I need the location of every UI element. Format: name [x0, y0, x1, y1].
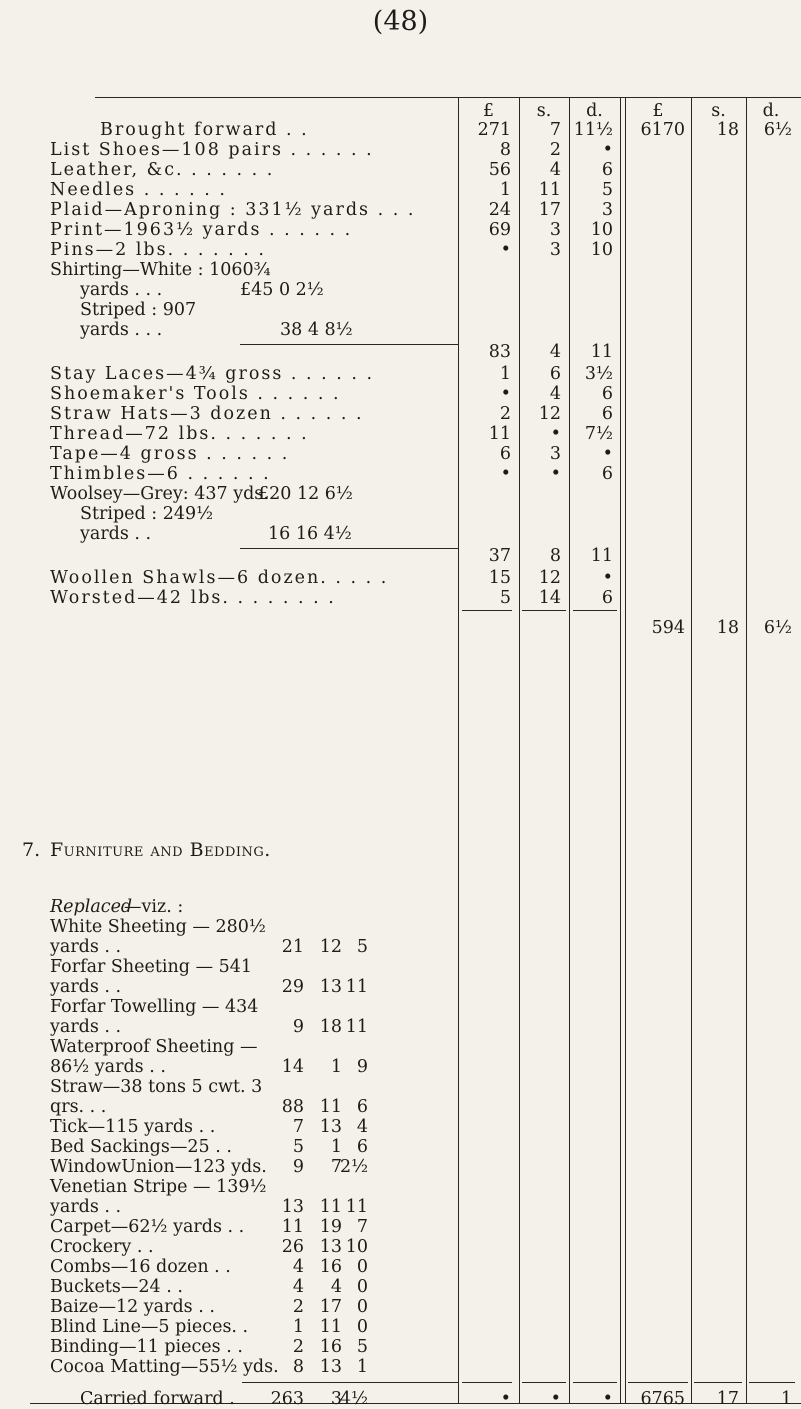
- carried-rule-a1: [462, 1382, 512, 1383]
- item-amount-pence: 5: [601, 180, 613, 200]
- item-label: Tape—4 gross . . . . . .: [50, 444, 290, 464]
- furniture-amount-pounds: 8: [292, 1357, 304, 1377]
- carried-rule-a3: [573, 1382, 617, 1383]
- shirting-striped-amount: 38 4 8½: [280, 320, 353, 340]
- furniture-item-label: Baize—12 yards . .: [50, 1297, 215, 1317]
- shirting-total-pounds: 83: [488, 342, 511, 362]
- furniture-amount-shillings: 13: [319, 1237, 342, 1257]
- furniture-amount-pence: 11: [345, 1017, 368, 1037]
- shirting-label: Shirting—White : 1060¾: [50, 260, 271, 280]
- item-amount-shillings: 11: [538, 180, 561, 200]
- section-title: Furniture and Bedding.: [50, 839, 271, 861]
- brought-forward-b-pence: 6½: [763, 120, 792, 140]
- woolsey-total-shillings: 8: [549, 546, 561, 566]
- item-amount-pence: 6: [601, 464, 613, 484]
- item-label: Woollen Shawls—6 dozen. . . . .: [50, 568, 389, 588]
- furniture-item-label: Straw—38 tons 5 cwt. 3: [50, 1077, 263, 1097]
- shirting-total-pence: 11: [590, 342, 613, 362]
- item-amount-shillings: 12: [538, 404, 561, 424]
- carried-forward-sub-pounds: 263: [270, 1389, 304, 1409]
- woolsey-rule: [240, 548, 458, 549]
- item-amount-shillings: 4: [549, 384, 561, 404]
- item-amount-shillings: 3: [549, 444, 561, 464]
- furniture-amount-pence: 9: [356, 1057, 368, 1077]
- item-amount-pence: 7½: [584, 424, 613, 444]
- item-amount-shillings: 12: [538, 568, 561, 588]
- item-amount-pounds: 1: [499, 180, 511, 200]
- brought-forward-a-pounds: 271: [477, 120, 511, 140]
- shirting-total-shillings: 4: [549, 342, 561, 362]
- item-amount-pence: 3: [601, 200, 613, 220]
- furniture-amount-pounds: 11: [281, 1217, 304, 1237]
- furniture-amount-pounds: 2: [292, 1337, 304, 1357]
- item-amount-pounds: •: [500, 240, 511, 260]
- furniture-amount-pounds: 26: [281, 1237, 304, 1257]
- item-label: Leather, &c. . . . . . .: [50, 160, 275, 180]
- item-label: Needles . . . . . .: [50, 180, 227, 200]
- item-amount-shillings: 6: [549, 364, 561, 384]
- col-rule-3: [569, 97, 570, 1403]
- furniture-amount-pounds: 14: [281, 1057, 304, 1077]
- furniture-item-label: Waterproof Sheeting —: [50, 1037, 258, 1057]
- item-amount-pence: •: [602, 568, 613, 588]
- item-amount-pounds: •: [500, 384, 511, 404]
- header-pounds-a: £: [482, 101, 495, 121]
- shirting-white-label: yards . . .: [80, 280, 163, 300]
- furniture-amount-pounds: 4: [292, 1277, 304, 1297]
- item-amount-shillings: 2: [549, 140, 561, 160]
- furniture-item-label: Blind Line—5 pieces. .: [50, 1317, 249, 1337]
- furniture-amount-shillings: 13: [319, 1357, 342, 1377]
- furniture-amount-pence: 6: [356, 1137, 368, 1157]
- woolsey-total-pounds: 37: [488, 546, 511, 566]
- furniture-amount-pounds: 7: [292, 1117, 304, 1137]
- section-total-shillings: 18: [716, 618, 739, 638]
- furniture-item-label: Forfar Towelling — 434: [50, 997, 259, 1017]
- woolsey-striped-amount: 16 16 4½: [268, 524, 352, 544]
- carried-rule-b2: [694, 1382, 742, 1383]
- furniture-amount-pence: 5: [356, 1337, 368, 1357]
- item-amount-pence: 10: [590, 240, 613, 260]
- col-rule-1: [458, 97, 459, 1403]
- carried-forward-label: Carried forward .: [80, 1389, 235, 1409]
- item-amount-shillings: 3: [549, 240, 561, 260]
- section-number: 7.: [22, 839, 41, 861]
- item-label: Thread—72 lbs. . . . . . .: [50, 424, 309, 444]
- furniture-amount-pounds: 88: [281, 1097, 304, 1117]
- item-amount-pence: 6: [601, 404, 613, 424]
- furniture-amount-pounds: 9: [292, 1157, 304, 1177]
- furniture-item-yards: yards . .: [50, 1197, 122, 1217]
- replaced-viz: —viz. :: [124, 897, 184, 917]
- furniture-item-yards: yards . .: [50, 1017, 122, 1037]
- item-label: Pins—2 lbs. . . . . . .: [50, 240, 266, 260]
- furniture-item-label: Cocoa Matting—55½ yds.: [50, 1357, 279, 1377]
- header-pounds-b: £: [652, 101, 664, 121]
- furniture-item-label: Carpet—62½ yards . .: [50, 1217, 245, 1237]
- furniture-amount-pounds: 4: [292, 1257, 304, 1277]
- furniture-amount-shillings: 17: [319, 1297, 342, 1317]
- carried-rule-b3: [749, 1382, 795, 1383]
- item-amount-pounds: 2: [499, 404, 511, 424]
- shirting-striped-label: Striped : 907: [80, 300, 197, 320]
- furniture-item-label: Buckets—24 . .: [50, 1277, 183, 1297]
- item-label: Print—1963½ yards . . . . . .: [50, 220, 353, 240]
- item-amount-pounds: 1: [499, 364, 511, 384]
- section-total-pounds: 594: [651, 618, 685, 638]
- shirting-white-amount: £45 0 2½: [240, 280, 324, 300]
- header-pence-b: d.: [762, 101, 780, 121]
- furniture-item-yards: qrs. . .: [50, 1097, 107, 1117]
- carried-forward-sub-shillings: 3: [330, 1389, 342, 1409]
- furniture-amount-pence: 5: [356, 937, 368, 957]
- furniture-amount-pounds: 2: [292, 1297, 304, 1317]
- item-label: Thimbles—6 . . . . . .: [50, 464, 271, 484]
- item-label: Worsted—42 lbs. . . . . . . .: [50, 588, 336, 608]
- col-rule-7: [746, 97, 747, 1403]
- brought-forward-label: Brought forward . .: [100, 120, 309, 140]
- furniture-amount-shillings: 16: [319, 1257, 342, 1277]
- item-amount-pence: 6: [601, 384, 613, 404]
- furniture-amount-pence: 6: [356, 1097, 368, 1117]
- furniture-amount-pounds: 1: [292, 1317, 304, 1337]
- furniture-amount-pounds: 9: [292, 1017, 304, 1037]
- carried-forward-a-pounds: •: [500, 1389, 511, 1409]
- furniture-item-label: Bed Sackings—25 . .: [50, 1137, 232, 1157]
- furniture-amount-pounds: 13: [281, 1197, 304, 1217]
- item-label: Stay Laces—4¾ gross . . . . . .: [50, 364, 375, 384]
- item-amount-pounds: 15: [488, 568, 511, 588]
- furniture-item-label: Tick—115 yards . .: [50, 1117, 216, 1137]
- carried-forward-b-shillings: 17: [716, 1389, 739, 1409]
- shirting-striped-yards: yards . . .: [80, 320, 163, 340]
- carried-rule-b1: [628, 1382, 688, 1383]
- item-amount-pounds: 56: [488, 160, 511, 180]
- page-number: (48): [372, 6, 429, 37]
- furniture-amount-shillings: 11: [319, 1197, 342, 1217]
- furniture-amount-pence: 1: [356, 1357, 368, 1377]
- furniture-amount-shillings: 18: [319, 1017, 342, 1037]
- furniture-amount-shillings: 11: [319, 1317, 342, 1337]
- carried-forward-b-pounds: 6765: [640, 1389, 685, 1409]
- furniture-item-label: WindowUnion—123 yds.: [50, 1157, 267, 1177]
- item-amount-shillings: 14: [538, 588, 561, 608]
- item-amount-pounds: 8: [499, 140, 511, 160]
- woolsey-striped-label: Striped : 249½: [80, 504, 214, 524]
- item-label: List Shoes—108 pairs . . . . . .: [50, 140, 374, 160]
- item-amount-shillings: •: [550, 424, 561, 444]
- item-label: Shoemaker's Tools . . . . . .: [50, 384, 341, 404]
- item-amount-pounds: 24: [488, 200, 511, 220]
- item-amount-pence: 6: [601, 160, 613, 180]
- item-amount-pence: •: [602, 444, 613, 464]
- furniture-amount-shillings: 16: [319, 1337, 342, 1357]
- carried-forward-a-shillings: •: [550, 1389, 561, 1409]
- section-total-pence: 6½: [763, 618, 792, 638]
- furniture-amount-shillings: 13: [319, 977, 342, 997]
- furniture-amount-pounds: 5: [292, 1137, 304, 1157]
- furniture-amount-pence: 4: [356, 1117, 368, 1137]
- replaced-label: Replaced: [50, 897, 133, 917]
- item-amount-pounds: 69: [488, 220, 511, 240]
- item-amount-shillings: •: [550, 464, 561, 484]
- furniture-amount-shillings: 4: [330, 1277, 342, 1297]
- woolsey-striped-yards: yards . .: [80, 524, 152, 544]
- item-amount-pounds: 5: [499, 588, 511, 608]
- furniture-item-yards: yards . .: [50, 937, 122, 957]
- item-amount-pence: 10: [590, 220, 613, 240]
- section-rule-a1: [462, 610, 512, 611]
- furniture-amount-pounds: 21: [281, 937, 304, 957]
- brought-forward-a-shillings: 7: [549, 120, 561, 140]
- section-rule-a2: [522, 610, 566, 611]
- col-rule-4: [620, 97, 621, 1403]
- item-amount-pounds: 6: [499, 444, 511, 464]
- carried-forward-sub-pence: 4½: [340, 1389, 369, 1409]
- furniture-amount-shillings: 13: [319, 1117, 342, 1137]
- item-amount-shillings: 17: [538, 200, 561, 220]
- brought-forward-b-pounds: 6170: [640, 120, 685, 140]
- furniture-amount-pence: 11: [345, 977, 368, 997]
- item-amount-pence: 6: [601, 588, 613, 608]
- item-amount-pounds: 11: [488, 424, 511, 444]
- furniture-item-yards: 86½ yards . .: [50, 1057, 166, 1077]
- furniture-item-label: Venetian Stripe — 139½: [50, 1177, 267, 1197]
- furniture-item-label: Combs—16 dozen . .: [50, 1257, 231, 1277]
- item-label: Straw Hats—3 dozen . . . . . .: [50, 404, 364, 424]
- furniture-item-label: White Sheeting — 280½: [50, 917, 266, 937]
- item-label: Plaid—Aproning : 331½ yards . . .: [50, 200, 416, 220]
- furniture-amount-shillings: 12: [319, 937, 342, 957]
- col-rule-5: [625, 97, 626, 1403]
- furniture-amount-shillings: 1: [330, 1057, 342, 1077]
- furniture-amount-shillings: 1: [330, 1137, 342, 1157]
- header-shillings-b: s.: [711, 101, 726, 121]
- furniture-amount-pounds: 29: [281, 977, 304, 997]
- col-rule-2: [519, 97, 520, 1403]
- furniture-amount-pence: 0: [356, 1277, 368, 1297]
- section-rule-a3: [573, 610, 617, 611]
- furniture-item-label: Binding—11 pieces . .: [50, 1337, 243, 1357]
- item-amount-pence: •: [602, 140, 613, 160]
- furniture-amount-pence: 0: [356, 1297, 368, 1317]
- top-rule: [95, 97, 801, 98]
- brought-forward-b-shillings: 18: [716, 120, 739, 140]
- item-amount-pence: 3½: [584, 364, 613, 384]
- furniture-item-yards: yards . .: [50, 977, 122, 997]
- brought-forward-a-pence: 11½: [573, 120, 613, 140]
- furniture-amount-pence: 0: [356, 1317, 368, 1337]
- carried-rule-a2: [522, 1382, 566, 1383]
- carried-forward-b-pence: 1: [780, 1389, 792, 1409]
- carried-forward-a-pence: •: [602, 1389, 613, 1409]
- furniture-amount-shillings: 7: [330, 1157, 342, 1177]
- shirting-rule: [240, 344, 458, 345]
- col-rule-6: [691, 97, 692, 1403]
- furniture-amount-pence: 7: [356, 1217, 368, 1237]
- furniture-item-label: Forfar Sheeting — 541: [50, 957, 253, 977]
- item-amount-shillings: 3: [549, 220, 561, 240]
- header-shillings-a: s.: [536, 101, 552, 121]
- furniture-amount-pence: 2½: [340, 1157, 369, 1177]
- woolsey-total-pence: 11: [590, 546, 613, 566]
- woolsey-label: Woolsey—Grey: 437 yds.: [50, 484, 269, 504]
- header-pence-a: d.: [586, 101, 603, 121]
- furniture-item-label: Crockery . .: [50, 1237, 154, 1257]
- woolsey-grey-amount: £20 12 6½: [258, 484, 353, 504]
- furniture-amount-shillings: 19: [319, 1217, 342, 1237]
- furniture-amount-shillings: 11: [319, 1097, 342, 1117]
- furniture-amount-pence: 10: [345, 1237, 368, 1257]
- furniture-amount-pence: 11: [345, 1197, 368, 1217]
- carried-rule-sub: [242, 1382, 458, 1383]
- item-amount-pounds: •: [500, 464, 511, 484]
- item-amount-shillings: 4: [549, 160, 561, 180]
- furniture-amount-pence: 0: [356, 1257, 368, 1277]
